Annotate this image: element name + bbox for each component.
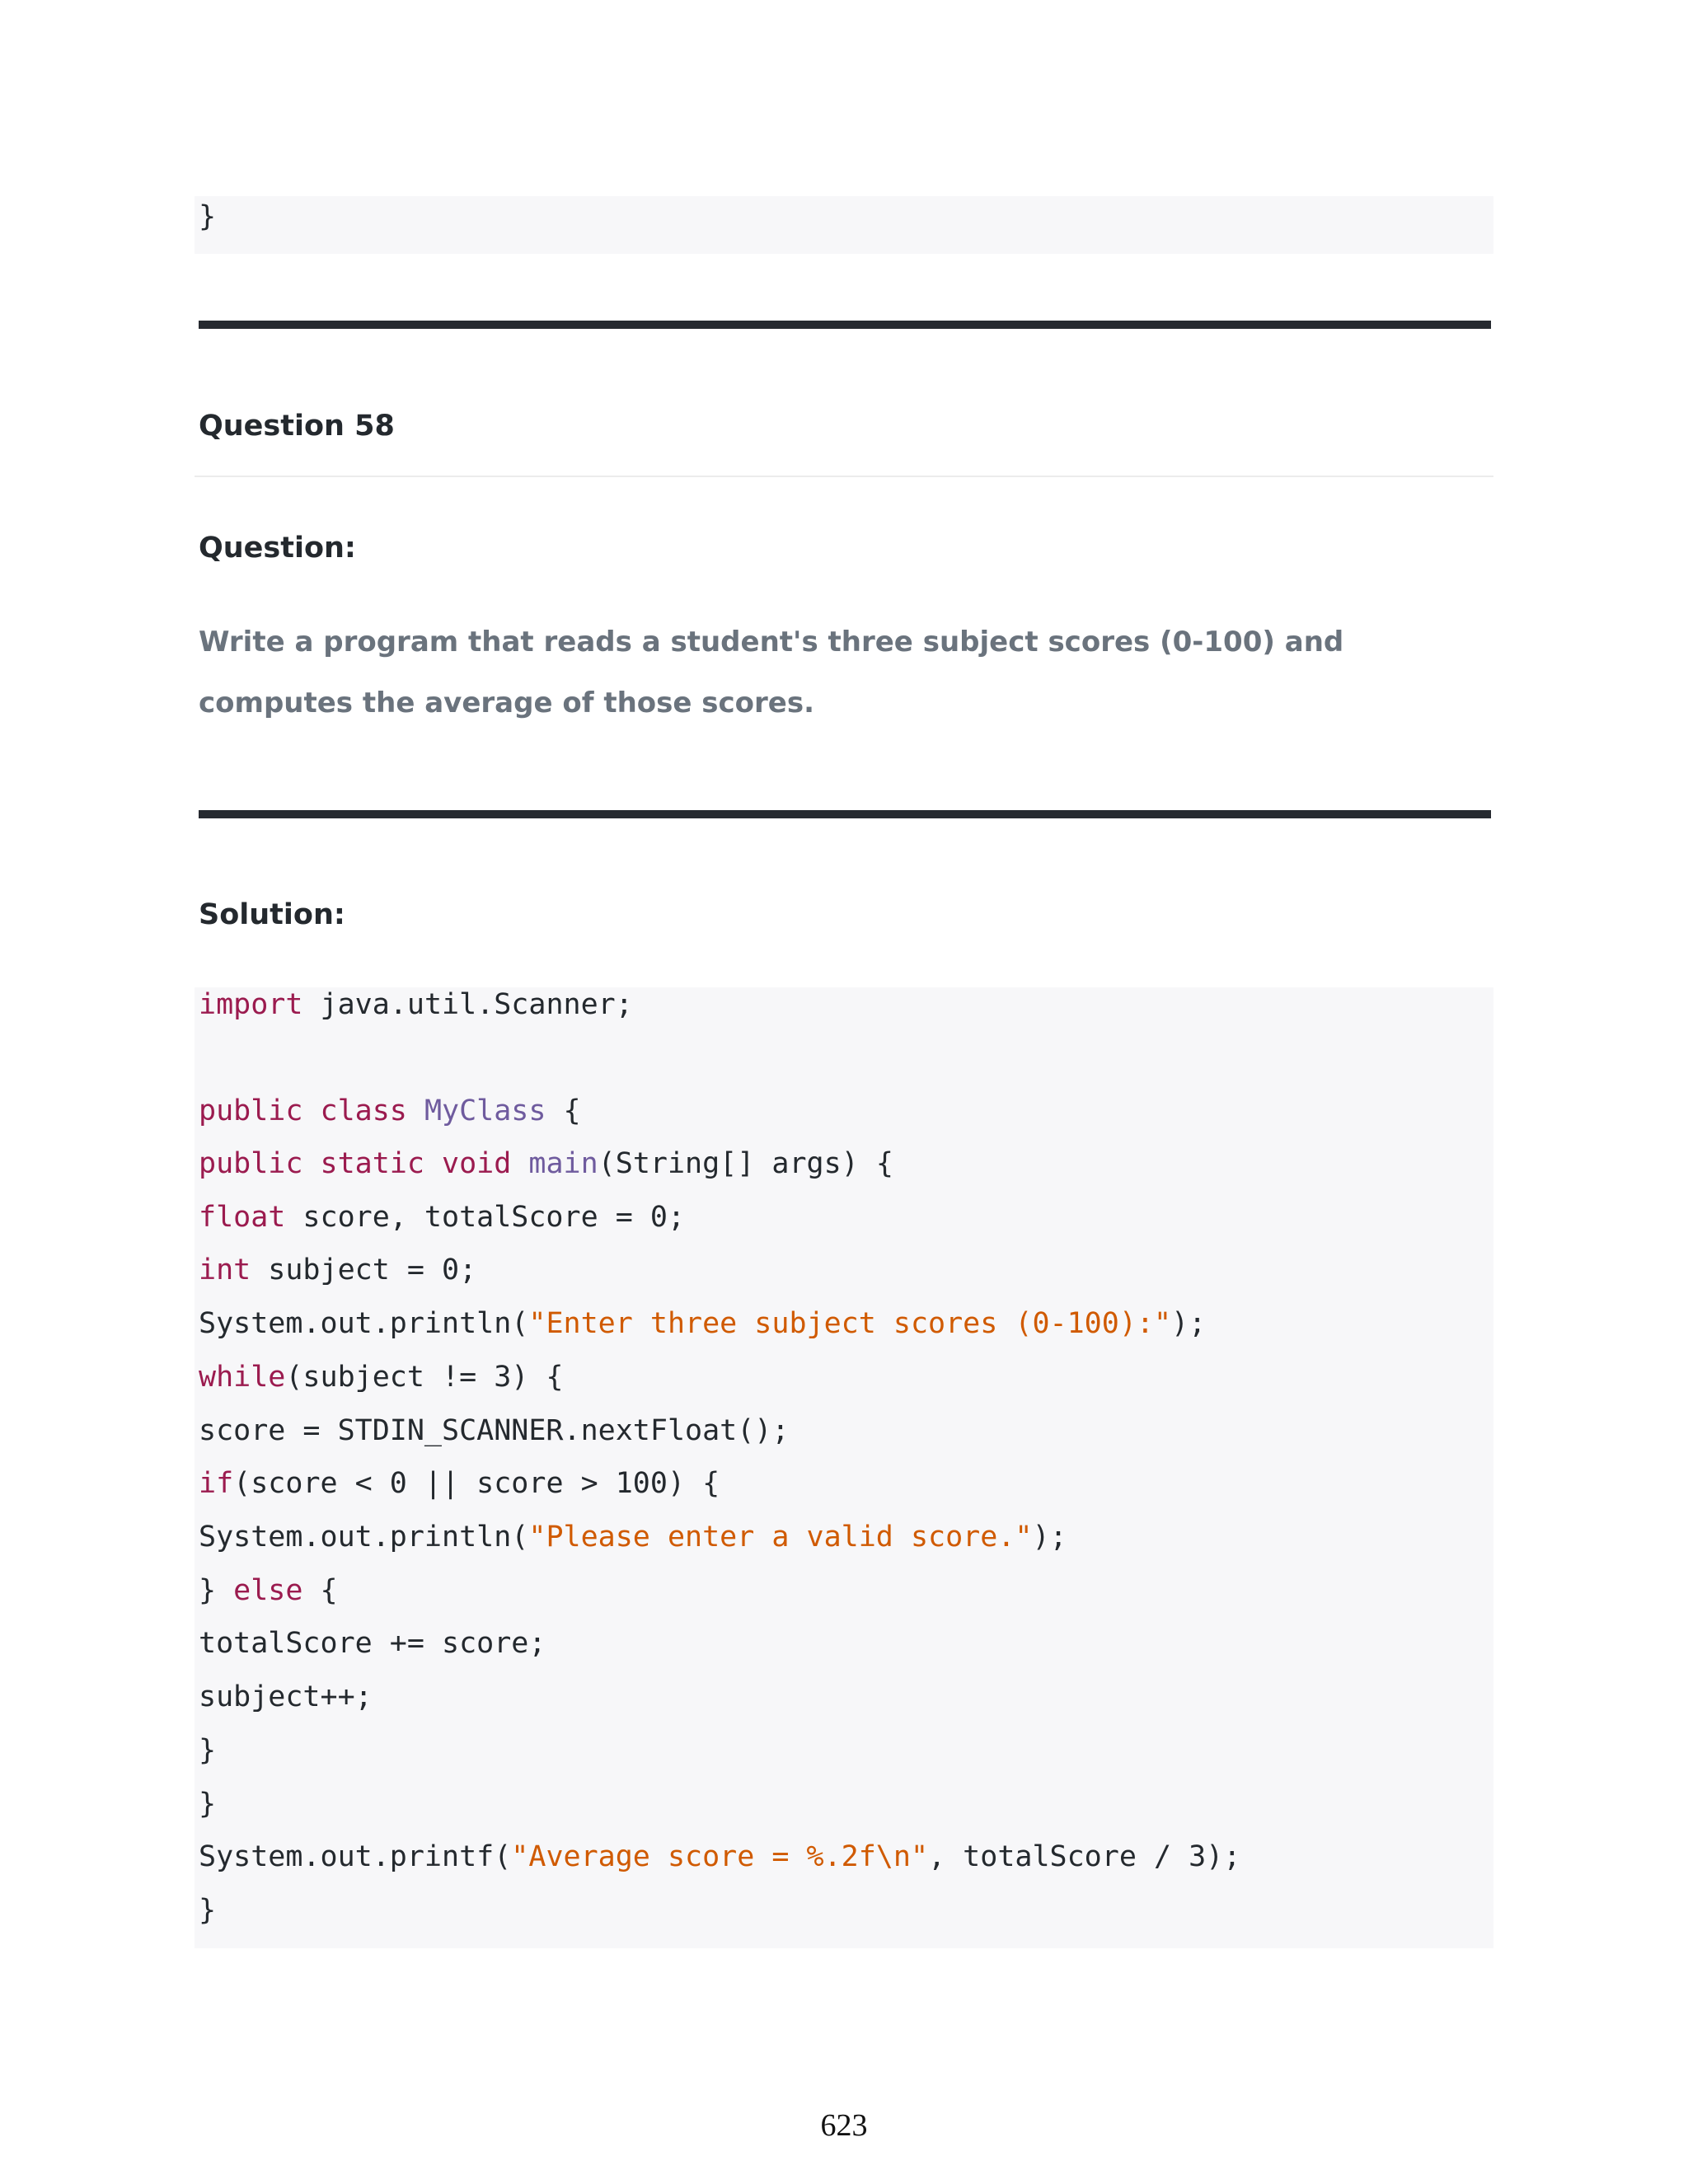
page-number: 623	[820, 2108, 868, 2143]
code-text: , totalScore / 3);	[928, 1840, 1241, 1873]
code-line	[199, 1256, 476, 1285]
code-line	[199, 1203, 685, 1232]
code-line	[199, 1469, 720, 1498]
code-line: }	[199, 1734, 217, 1767]
code-string: "Average score = %.2f\n"	[511, 1840, 929, 1873]
code-line: subject++;	[199, 1680, 373, 1713]
question-text: Write a program that reads a student's three subject scores (0-100) and computes the average of those scores.	[199, 626, 1344, 719]
code-keyword: if	[199, 1467, 234, 1500]
code-line	[199, 988, 633, 1021]
code-keyword: public static void	[199, 1147, 512, 1180]
code-line	[199, 1523, 1067, 1552]
code-line: score = STDIN_SCANNER.nextFloat();	[199, 1414, 790, 1447]
code-text: System.out.println(	[199, 1307, 529, 1340]
code-keyword: int	[199, 1254, 251, 1286]
code-line	[199, 1840, 1241, 1873]
code-keyword: float	[199, 1201, 286, 1234]
solution-label: Solution:	[199, 898, 345, 931]
section-divider	[199, 321, 1491, 329]
code-text: (String[] args) {	[598, 1147, 893, 1180]
question-number-heading: Question 58	[199, 410, 395, 443]
code-line: }	[199, 1894, 217, 1927]
code-text: subject = 0;	[251, 1254, 477, 1286]
code-line	[199, 1574, 338, 1607]
code-text: java.util.Scanner;	[302, 988, 633, 1021]
code-text: {	[546, 1094, 581, 1127]
section-divider	[199, 810, 1491, 818]
code-text: (score < 0 || score > 100) {	[233, 1467, 720, 1500]
code-method-name: main	[528, 1147, 598, 1180]
code-line	[199, 1147, 893, 1180]
code-line	[199, 1307, 1207, 1340]
previous-code-block	[195, 196, 1493, 254]
code-line	[199, 1363, 564, 1392]
code-text: (subject != 3) {	[285, 1361, 564, 1394]
code-keyword: while	[199, 1361, 286, 1394]
code-string: "Enter three subject scores (0-100):"	[528, 1307, 1172, 1340]
question-label: Question:	[199, 532, 356, 565]
code-text: System.out.println(	[199, 1521, 529, 1554]
code-line: }	[199, 1788, 217, 1821]
code-text: }	[199, 1574, 234, 1607]
code-text: System.out.printf(	[199, 1840, 512, 1873]
code-line: totalScore += score;	[199, 1627, 546, 1660]
heading-underline	[195, 476, 1493, 477]
code-string: "Please enter a valid score."	[528, 1521, 1033, 1554]
code-text: {	[302, 1574, 338, 1607]
code-text: score, totalScore = 0;	[285, 1201, 686, 1234]
code-class-name: MyClass	[424, 1094, 546, 1127]
code-keyword: public class	[199, 1094, 407, 1127]
code-closing-brace: }	[199, 200, 217, 233]
code-text: );	[1032, 1521, 1067, 1554]
code-line	[199, 1094, 581, 1127]
code-text: );	[1171, 1307, 1207, 1340]
code-keyword: import	[199, 988, 303, 1021]
code-keyword: else	[233, 1574, 303, 1607]
